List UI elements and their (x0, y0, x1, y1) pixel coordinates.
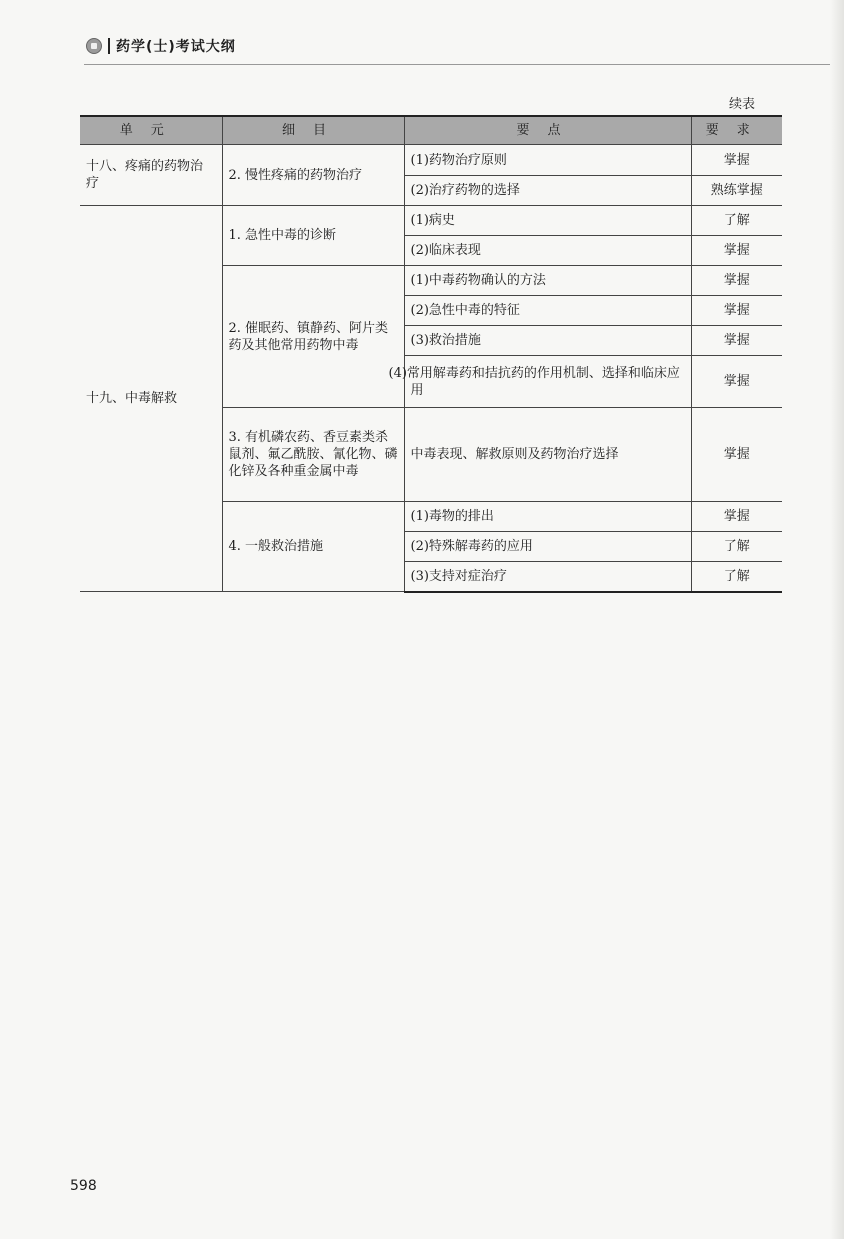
item-cell: 3. 有机磷农药、香豆素类杀鼠剂、氟乙酰胺、氰化物、磷化锌及各种重金属中毒 (222, 408, 404, 502)
book-logo-icon (86, 38, 102, 54)
table-row (80, 206, 782, 236)
requirement-cell: 掌握 (691, 236, 782, 266)
continued-label: 续表 (729, 97, 756, 112)
point-cell: (1)病史 (404, 206, 691, 236)
header-requirement: 要求 (691, 116, 782, 145)
unit-cell: 十八、疼痛的药物治疗 (80, 145, 222, 206)
syllabus-table (80, 115, 782, 593)
point-cell: (2)治疗药物的选择 (404, 176, 691, 206)
header-separator (108, 38, 110, 54)
point-cell: 中毒表现、解救原则及药物治疗选择 (404, 408, 691, 502)
item-cell: 1. 急性中毒的诊断 (222, 206, 404, 266)
point-cell: (3)救治措施 (404, 326, 691, 356)
point-cell: (4)常用解毒药和拮抗药的作用机制、选择和临床应用 (404, 356, 691, 408)
requirement-cell: 掌握 (691, 356, 782, 408)
page-number: 598 (70, 1178, 97, 1194)
requirement-cell: 掌握 (691, 266, 782, 296)
header-unit: 单元 (80, 116, 222, 145)
requirement-cell: 掌握 (691, 502, 782, 532)
requirement-cell: 掌握 (691, 408, 782, 502)
requirement-cell: 掌握 (691, 296, 782, 326)
header-point: 要点 (404, 116, 691, 145)
header-rule (84, 64, 830, 65)
header-title: 药学(士)考试大纲 (116, 39, 236, 55)
point-cell: (3)支持对症治疗 (404, 562, 691, 592)
table-header-row (80, 116, 782, 145)
running-header (86, 36, 236, 56)
point-cell: (2)特殊解毒药的应用 (404, 532, 691, 562)
header-item: 细目 (222, 116, 404, 145)
point-cell: (1)药物治疗原则 (404, 145, 691, 176)
item-cell: 4. 一般救治措施 (222, 502, 404, 592)
item-cell: 2. 慢性疼痛的药物治疗 (222, 145, 404, 206)
requirement-cell: 了解 (691, 206, 782, 236)
requirement-cell: 了解 (691, 532, 782, 562)
table-row (80, 145, 782, 176)
point-cell: (1)毒物的排出 (404, 502, 691, 532)
requirement-cell: 熟练掌握 (691, 176, 782, 206)
requirement-cell: 掌握 (691, 326, 782, 356)
page-edge-shadow (830, 0, 844, 1239)
requirement-cell: 了解 (691, 562, 782, 592)
point-cell: (1)中毒药物确认的方法 (404, 266, 691, 296)
requirement-cell: 掌握 (691, 145, 782, 176)
point-cell: (2)临床表现 (404, 236, 691, 266)
point-cell: (2)急性中毒的特征 (404, 296, 691, 326)
unit-cell: 十九、中毒解救 (80, 206, 222, 592)
item-cell: 2. 催眠药、镇静药、阿片类药及其他常用药物中毒 (222, 266, 404, 408)
